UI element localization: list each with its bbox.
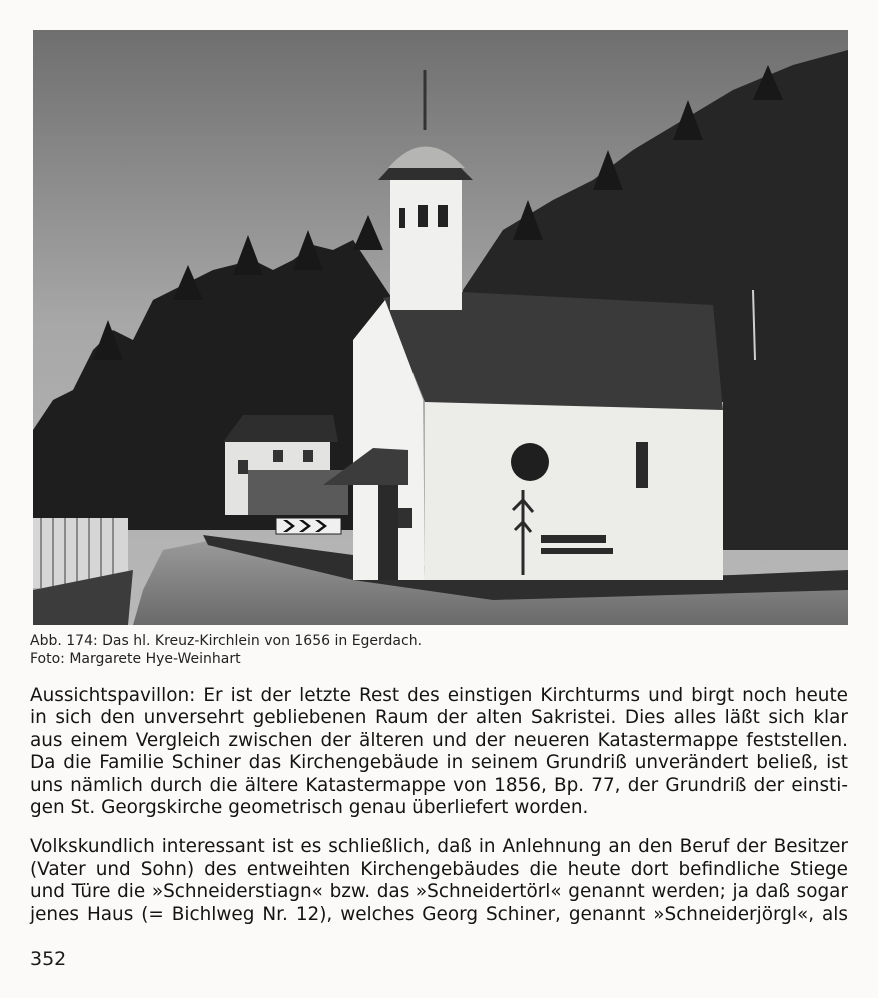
text-line: in sich den unversehrt gebliebenen Raum der alten Sakristei. Dies alles läßt sich klar (30, 707, 848, 729)
church-photo-illustration (33, 30, 848, 625)
caption-line: Abb. 174: Das hl. Kreuz-Kirchlein von 1656 in Egerdach. (30, 633, 423, 649)
text-line: Da die Familie Schiner das Kirchengebäude in seinem Grundriß unverändert beließ, ist (30, 752, 848, 774)
caption-credit: Foto: Margarete Hye-Weinhart (30, 651, 241, 667)
paragraph (30, 836, 848, 926)
text-line: Volkskundlich interessant ist es schließlich, daß in Anlehnung an den Beruf der Besitzer (30, 836, 848, 858)
text-line: uns nämlich durch die ältere Katastermappe von 1856, Bp. 77, der Grundriß der einsti- (30, 774, 848, 796)
page-number: 352 (30, 948, 67, 970)
church-door (378, 485, 398, 580)
text-line: Aussichtspavillon: Er ist der letzte Rest des einstigen Kirchturms und birgt noch heute (30, 685, 848, 706)
bench-back (541, 535, 606, 543)
text-line: und Türe die »Schneiderstiagn« bzw. das »Schneidertörl« genannt werden; ja daß sogar (30, 881, 848, 903)
text-line: gen St. Georgskirche geometrisch genau überliefert worden. (30, 797, 589, 819)
bench-seat (541, 548, 613, 554)
notice-board (398, 508, 412, 528)
round-window (511, 443, 549, 481)
text-line: jenes Haus (= Bichlweg Nr. 12), welches Georg Schiner, genannt »Schneiderjörgl«, als (30, 903, 848, 925)
side-window (636, 442, 648, 488)
church-tower (390, 180, 462, 310)
figure-caption (30, 632, 850, 668)
text-line: (Vater und Sohn) des entweihten Kirchengebäudes die heute dort befindliche Stiege (30, 858, 848, 880)
paragraph (30, 685, 848, 819)
church-photo (33, 30, 848, 625)
text-line: aus einem Vergleich zwischen der älteren und der neueren Katastermappe feststellen. (30, 729, 848, 751)
shed (248, 470, 348, 515)
house-roof (223, 415, 338, 442)
tower-cap (378, 168, 473, 180)
body-text (30, 685, 848, 943)
